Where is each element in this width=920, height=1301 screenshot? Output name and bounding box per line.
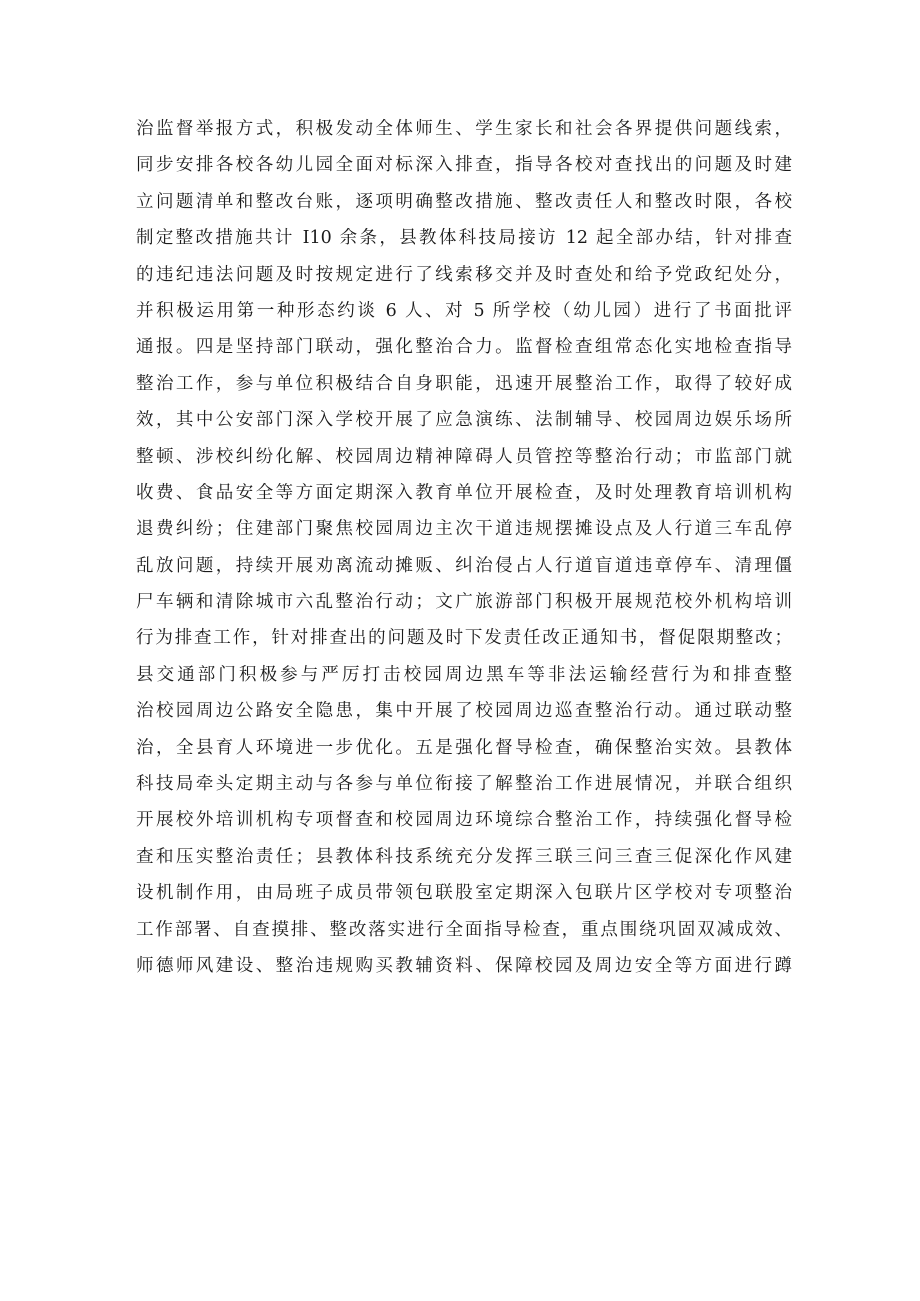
text-line-10: 整顿、涉校纠纷化解、校园周边精神障碍人员管控等整治行动；市监部门就 — [136, 446, 792, 467]
text-line-11: 收费、食品安全等方面定期深入教育单位开展检查，及时处理教育培训机构 — [136, 482, 792, 503]
text-line-12: 退费纠纷；住建部门聚焦校园周边主次干道违规摆摊设点及人行道三车乱停 — [136, 519, 792, 540]
text-line-20: 开展校外培训机构专项督查和校园周边环境综合整治工作，持续强化督导检 — [136, 810, 792, 831]
text-line-14: 尸车辆和清除城市六乱整治行动；文广旅游部门积极开展规范校外机构培训 — [136, 592, 792, 613]
text-line-3: 立问题清单和整改台账，逐项明确整改措施、整改责任人和整改时限，各校 — [136, 191, 792, 212]
text-line-21: 查和压实整治责任；县教体科技系统充分发挥三联三问三查三促深化作风建 — [136, 846, 792, 867]
text-line-23: 工作部署、自查摸排、整改落实进行全面指导检查，重点围绕巩固双减成效、 — [136, 919, 792, 940]
text-line-17: 治校园周边公路安全隐患，集中开展了校园周边巡查整治行动。通过联动整 — [136, 701, 792, 722]
text-line-8: 整治工作，参与单位积极结合自身职能，迅速开展整治工作，取得了较好成 — [136, 373, 792, 394]
text-line-18: 治，全县育人环境进一步优化。五是强化督导检查，确保整治实效。县教体 — [136, 737, 792, 758]
text-line-6: 并积极运用第一种形态约谈 6 人、对 5 所学校（幼儿园）进行了书面批评 — [136, 300, 792, 321]
text-line-9: 效，其中公安部门深入学校开展了应急演练、法制辅导、校园周边娱乐场所 — [136, 410, 792, 431]
text-line-16: 县交通部门积极参与严厉打击校园周边黑车等非法运输经营行为和排查整 — [136, 664, 792, 685]
body-paragraph — [136, 116, 796, 989]
text-line-7: 通报。四是坚持部门联动，强化整治合力。监督检查组常态化实地检查指导 — [136, 337, 792, 358]
text-line-5: 的违纪违法问题及时按规定进行了线索移交并及时查处和给予党政纪处分， — [136, 264, 792, 285]
text-line-1: 治监督举报方式，积极发动全体师生、学生家长和社会各界提供问题线索， — [136, 119, 792, 139]
text-line-4: 制定整改措施共计 I10 余条，县教体科技局接访 12 起全部办结，针对排查 — [136, 228, 792, 249]
text-line-15: 行为排查工作，针对排查出的问题及时下发责任改正通知书，督促限期整改； — [136, 628, 792, 649]
text-line-19: 科技局牵头定期主动与各参与单位衔接了解整治工作进展情况，并联合组织 — [136, 774, 792, 795]
text-line-24: 师德师风建设、整治违规购买教辅资料、保障校园及周边安全等方面进行蹲 — [136, 955, 792, 976]
text-line-13: 乱放问题，持续开展劝离流动摊贩、纠治侵占人行道盲道违章停车、清理僵 — [136, 555, 792, 576]
text-line-22: 设机制作用，由局班子成员带领包联股室定期深入包联片区学校对专项整治 — [136, 883, 792, 904]
text-line-2: 同步安排各校各幼儿园全面对标深入排查，指导各校对查找出的问题及时建 — [136, 155, 792, 176]
